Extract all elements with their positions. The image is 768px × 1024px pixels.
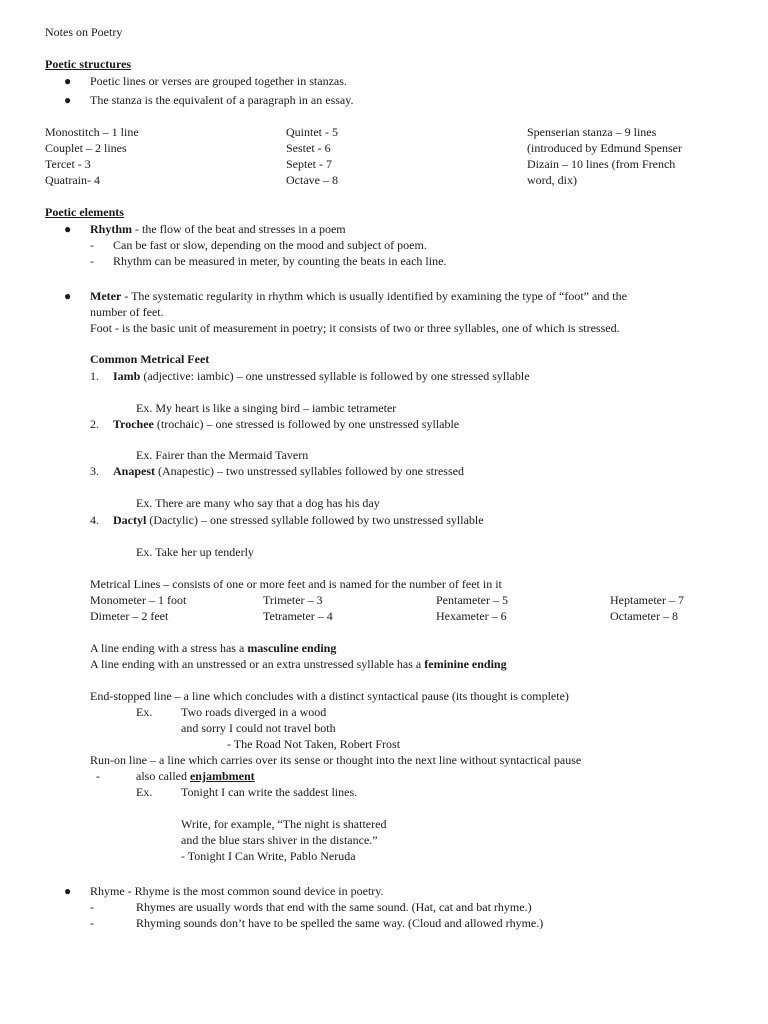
dash-marker: - — [90, 238, 94, 252]
meter-definition — [90, 288, 627, 304]
foot-desc: (adjective: iambic) – one unstressed syllable is followed by one stressed syllable — [140, 369, 530, 383]
runon-definition: Run-on line – a line which carries over its sense or thought into the next line without syntactical pause — [90, 753, 582, 767]
foot-desc: (Anapestic) – two unstressed syllables followed by one stressed — [155, 464, 464, 478]
endstopped-definition: End-stopped line – a line which concludes with a distinct syntactical pause (its thought is complete) — [90, 689, 569, 703]
example-label: Ex. — [136, 785, 153, 799]
enjambment-line — [136, 768, 255, 784]
meter-def-cont: number of feet. — [90, 305, 164, 319]
poem-line: and the blue stars shiver in the distance.” — [181, 833, 378, 847]
line-length: Dimeter – 2 feet — [90, 609, 169, 623]
foot-item — [113, 368, 530, 384]
stanza-type: word, dix) — [527, 173, 577, 187]
poem-line: Write, for example, “The night is shattered — [181, 817, 387, 831]
foot-item — [113, 512, 484, 528]
rhythm-term: Rhythm — [90, 222, 133, 236]
foot-num: 4. — [90, 513, 99, 527]
bullet-icon: ● — [64, 74, 72, 88]
section-heading-elements: Poetic elements — [45, 205, 124, 219]
foot-num: 3. — [90, 464, 99, 478]
dash-marker: - — [90, 900, 94, 914]
line-length: Monometer – 1 foot — [90, 593, 187, 607]
bullet-icon: ● — [64, 222, 72, 236]
dash-marker: - — [96, 769, 100, 783]
structures-bullet: The stanza is the equivalent of a paragraph in an essay. — [90, 93, 354, 107]
meter-term: Meter — [90, 289, 122, 303]
rhyme-definition: Rhyme - Rhyme is the most common sound device in poetry. — [90, 884, 384, 898]
text: A line ending with a stress has a — [90, 641, 248, 655]
bullet-icon: ● — [64, 289, 72, 303]
stanza-type: Quintet - 5 — [286, 125, 338, 139]
rhythm-sub: Can be fast or slow, depending on the mood and subject of poem. — [113, 238, 427, 252]
foot-term: Dactyl — [113, 513, 147, 527]
line-length: Tetrameter – 4 — [263, 609, 333, 623]
foot-num: 2. — [90, 417, 99, 431]
foot-example: Ex. There are many who say that a dog has his day — [136, 496, 380, 510]
text: also called — [136, 769, 190, 783]
foot-num: 1. — [90, 369, 99, 383]
stanza-type: Octave – 8 — [286, 173, 338, 187]
stanza-type: Dizain – 10 lines (from French — [527, 157, 676, 171]
metrical-lines-intro: Metrical Lines – consists of one or more feet and is named for the number of feet in it — [90, 577, 502, 591]
foot-example: Ex. My heart is like a singing bird – iambic tetrameter — [136, 401, 397, 415]
foot-example: Ex. Take her up tenderly — [136, 545, 254, 559]
document-title: Notes on Poetry — [45, 25, 123, 39]
foot-term: Trochee — [113, 417, 154, 431]
poem-source: - Tonight I Can Write, Pablo Neruda — [181, 849, 356, 863]
foot-desc: (trochaic) – one stressed is followed by one unstressed syllable — [153, 417, 460, 431]
poem-line: Two roads diverged in a wood — [181, 705, 327, 719]
stanza-type: Monostitch – 1 line — [45, 125, 139, 139]
poem-line: and sorry I could not travel both — [181, 721, 336, 735]
meter-def: - The systematic regularity in rhythm which is usually identified by examining the type of “foot” and the — [121, 289, 627, 303]
enjambment-term: enjambment — [189, 769, 255, 783]
dash-marker: - — [90, 916, 94, 930]
foot-example: Ex. Fairer than the Mermaid Tavern — [136, 448, 309, 462]
feminine-term: feminine ending — [424, 657, 507, 671]
foot-term: Anapest — [113, 464, 156, 478]
masculine-term: masculine ending — [247, 641, 337, 655]
line-length: Trimeter – 3 — [263, 593, 323, 607]
foot-item — [113, 463, 464, 479]
foot-term: Iamb — [113, 369, 141, 383]
bullet-icon: ● — [64, 884, 72, 898]
dash-marker: - — [90, 254, 94, 268]
stanza-type: Septet - 7 — [286, 157, 332, 171]
rhythm-definition — [90, 221, 346, 237]
masculine-ending-line — [90, 640, 336, 656]
stanza-type: Tercet - 3 — [45, 157, 91, 171]
structures-bullet: Poetic lines or verses are grouped together in stanzas. — [90, 74, 347, 88]
rhyme-sub: Rhyming sounds don’t have to be spelled the same way. (Cloud and allowed rhyme.) — [136, 916, 544, 930]
stanza-type: (introduced by Edmund Spenser — [527, 141, 682, 155]
feet-heading: Common Metrical Feet — [90, 352, 210, 366]
poem-source: - The Road Not Taken, Robert Frost — [227, 737, 401, 751]
rhythm-def: - the flow of the beat and stresses in a poem — [132, 222, 346, 236]
line-length: Heptameter – 7 — [610, 593, 684, 607]
line-length: Hexameter – 6 — [436, 609, 507, 623]
foot-definition: Foot - is the basic unit of measurement in poetry; it consists of two or three syllables, one of which is stressed. — [90, 321, 620, 335]
stanza-type: Sestet - 6 — [286, 141, 331, 155]
feminine-ending-line — [90, 656, 507, 672]
foot-desc: (Dactylic) – one stressed syllable followed by two unstressed syllable — [146, 513, 484, 527]
rhythm-sub: Rhythm can be measured in meter, by counting the beats in each line. — [113, 254, 447, 268]
stanza-type: Quatrain- 4 — [45, 173, 100, 187]
rhyme-sub: Rhymes are usually words that end with the same sound. (Hat, cat and bat rhyme.) — [136, 900, 532, 914]
line-length: Octameter – 8 — [610, 609, 678, 623]
stanza-type: Spenserian stanza – 9 lines — [527, 125, 657, 139]
poem-line: Tonight I can write the saddest lines. — [181, 785, 358, 799]
section-heading-structures: Poetic structures — [45, 57, 132, 71]
stanza-type: Couplet – 2 lines — [45, 141, 127, 155]
bullet-icon: ● — [64, 93, 72, 107]
example-label: Ex. — [136, 705, 153, 719]
foot-item — [113, 416, 459, 432]
text: A line ending with an unstressed or an extra unstressed syllable has a — [90, 657, 425, 671]
line-length: Pentameter – 5 — [436, 593, 508, 607]
